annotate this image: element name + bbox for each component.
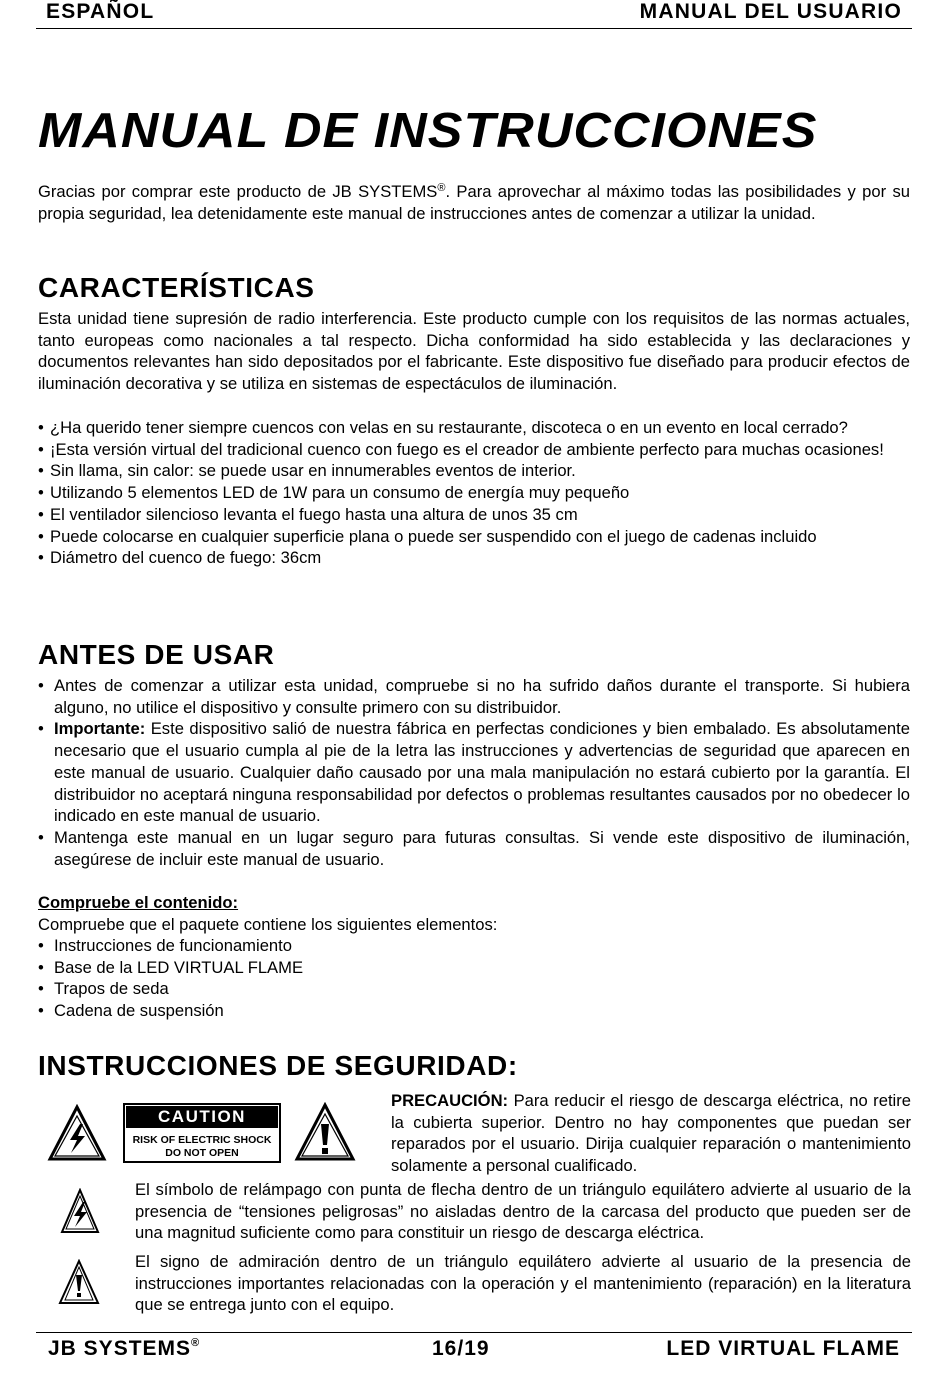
exclamation-symbol-icon xyxy=(58,1259,100,1305)
list-item: • Cadena de suspensión xyxy=(38,1000,910,1022)
lightning-warning-icon xyxy=(47,1104,107,1162)
list-item: • Mantenga este manual en un lugar seguro para futuras consultas. Si vende este dispositivo de iluminación, asegúrese de incluir este manual de usuario. xyxy=(38,827,910,870)
lightning-symbol-icon xyxy=(60,1188,100,1234)
exclamation-warning-icon xyxy=(294,1102,356,1162)
list-item: • Utilizando 5 elementos LED de 1W para un consumo de energía muy pequeño xyxy=(38,482,910,504)
features-paragraph: Esta unidad tiene supresión de radio interferencia. Este producto cumple con los requisitos de las normas actuales, tanto europeas como nacionales a tal respecto. Dicha conformidad ha sido establecida y las declaraciones y documentos relevantes han sido depositados por el fabricante. Este dispositivo fue diseñado para producir efectos de iluminación decorativa y se utiliza en sistemas de espectáculos de iluminación. xyxy=(38,309,910,394)
precaution-label: PRECAUCIÓN: xyxy=(391,1091,509,1110)
header-language: ESPAÑOL xyxy=(46,0,155,23)
header-doc-type: MANUAL DEL USUARIO xyxy=(639,0,902,23)
precaution-paragraph: PRECAUCIÓN: Para reducir el riesgo de descarga eléctrica, no retire la cubierta superior. Dentro no hay componentes que puedan ser reparados por el usuario. Dirija cualquier reparación o mantenimiento solamente a personal cualificado. xyxy=(391,1091,911,1176)
safety-heading: INSTRUCCIONES DE SEGURIDAD: xyxy=(38,1050,518,1081)
footer-product: LED VIRTUAL FLAME xyxy=(666,1337,900,1360)
contents-heading: Compruebe el contenido: xyxy=(38,893,239,912)
contents-intro: Compruebe que el paquete contiene los siguientes elementos: xyxy=(38,915,498,934)
page-title: MANUAL DE INSTRUCCIONES xyxy=(38,104,818,158)
caution-text: RISK OF ELECTRIC SHOCK DO NOT OPEN xyxy=(132,1134,272,1159)
list-item: • Sin llama, sin calor: se puede usar en innumerables eventos de interior. xyxy=(38,460,910,482)
features-list xyxy=(38,417,910,569)
page-footer xyxy=(36,1332,912,1365)
exclamation-note: El signo de admiración dentro de un triángulo equilátero advierte al usuario de la presencia de instrucciones importantes relacionadas con la operación y el mantenimiento (reparación) en la literatura que se entrega junto con el equipo. xyxy=(135,1252,911,1315)
features-heading: CARACTERÍSTICAS xyxy=(38,272,315,303)
important-label: Importante: xyxy=(54,719,146,739)
intro-paragraph: Gracias por comprar este producto de JB SYSTEMS®. Para aprovechar al máximo todas las posibilidades y por su propia seguridad, lea detenidamente este manual de instrucciones antes de comenzar a utilizar la unidad. xyxy=(38,182,910,223)
list-item: • Importante: Este dispositivo salió de nuestra fábrica en perfectas condiciones y bien embalado. Es absolutamente necesario que el usuario cumpla al pie de la letra las instrucciones y advertencias de seguridad que aparecen en este manual de usuario. Cualquier daño causado por una mala manipulación no estará cubierto por la garantía. El distribuidor no aceptará ninguna responsabilidad por defectos o problemas resultantes causados por no obedecer lo indicado en este manual de usuario. xyxy=(38,718,910,827)
registered-mark: ® xyxy=(437,182,446,194)
contents-list xyxy=(38,935,910,1022)
list-item: • Trapos de seda xyxy=(38,978,910,1000)
page-number: 16/19 xyxy=(432,1337,490,1360)
before-use-heading: ANTES DE USAR xyxy=(38,639,275,670)
footer-brand: JB SYSTEMS® xyxy=(48,1337,201,1360)
footer-registered-mark: ® xyxy=(191,1337,201,1349)
list-item: • ¡Esta versión virtual del tradicional cuenco con fuego es el creador de ambiente perfecto para muchas ocasiones! xyxy=(38,439,910,461)
lightning-note: El símbolo de relámpago con punta de flecha dentro de un triángulo equilátero advierte al usuario de la presencia de “tensiones peligrosas” no aisladas dentro de la carcasa del producto que pueden ser de una magnitud suficiente como para constituir un riesgo de descarga eléctrica. xyxy=(135,1180,911,1243)
list-item: • Base de la LED VIRTUAL FLAME xyxy=(38,957,910,979)
caution-label xyxy=(123,1103,281,1163)
list-item: • Antes de comenzar a utilizar esta unidad, compruebe si no ha sufrido daños durante el transporte. Si hubiera alguno, no utilice el dispositivo y consulte primero con su distribuidor. xyxy=(38,675,910,718)
list-item: • Puede colocarse en cualquier superficie plana o puede ser suspendido con el juego de cadenas incluido xyxy=(38,526,910,548)
list-item: • El ventilador silencioso levanta el fuego hasta una altura de unos 35 cm xyxy=(38,504,910,526)
before-use-list xyxy=(38,675,910,870)
list-item: • Diámetro del cuenco de fuego: 36cm xyxy=(38,547,910,569)
caution-title: CAUTION xyxy=(126,1106,278,1128)
page-header xyxy=(36,0,912,29)
list-item: • Instrucciones de funcionamiento xyxy=(38,935,910,957)
list-item: • ¿Ha querido tener siempre cuencos con velas en su restaurante, discoteca o en un evento en local cerrado? xyxy=(38,417,910,439)
